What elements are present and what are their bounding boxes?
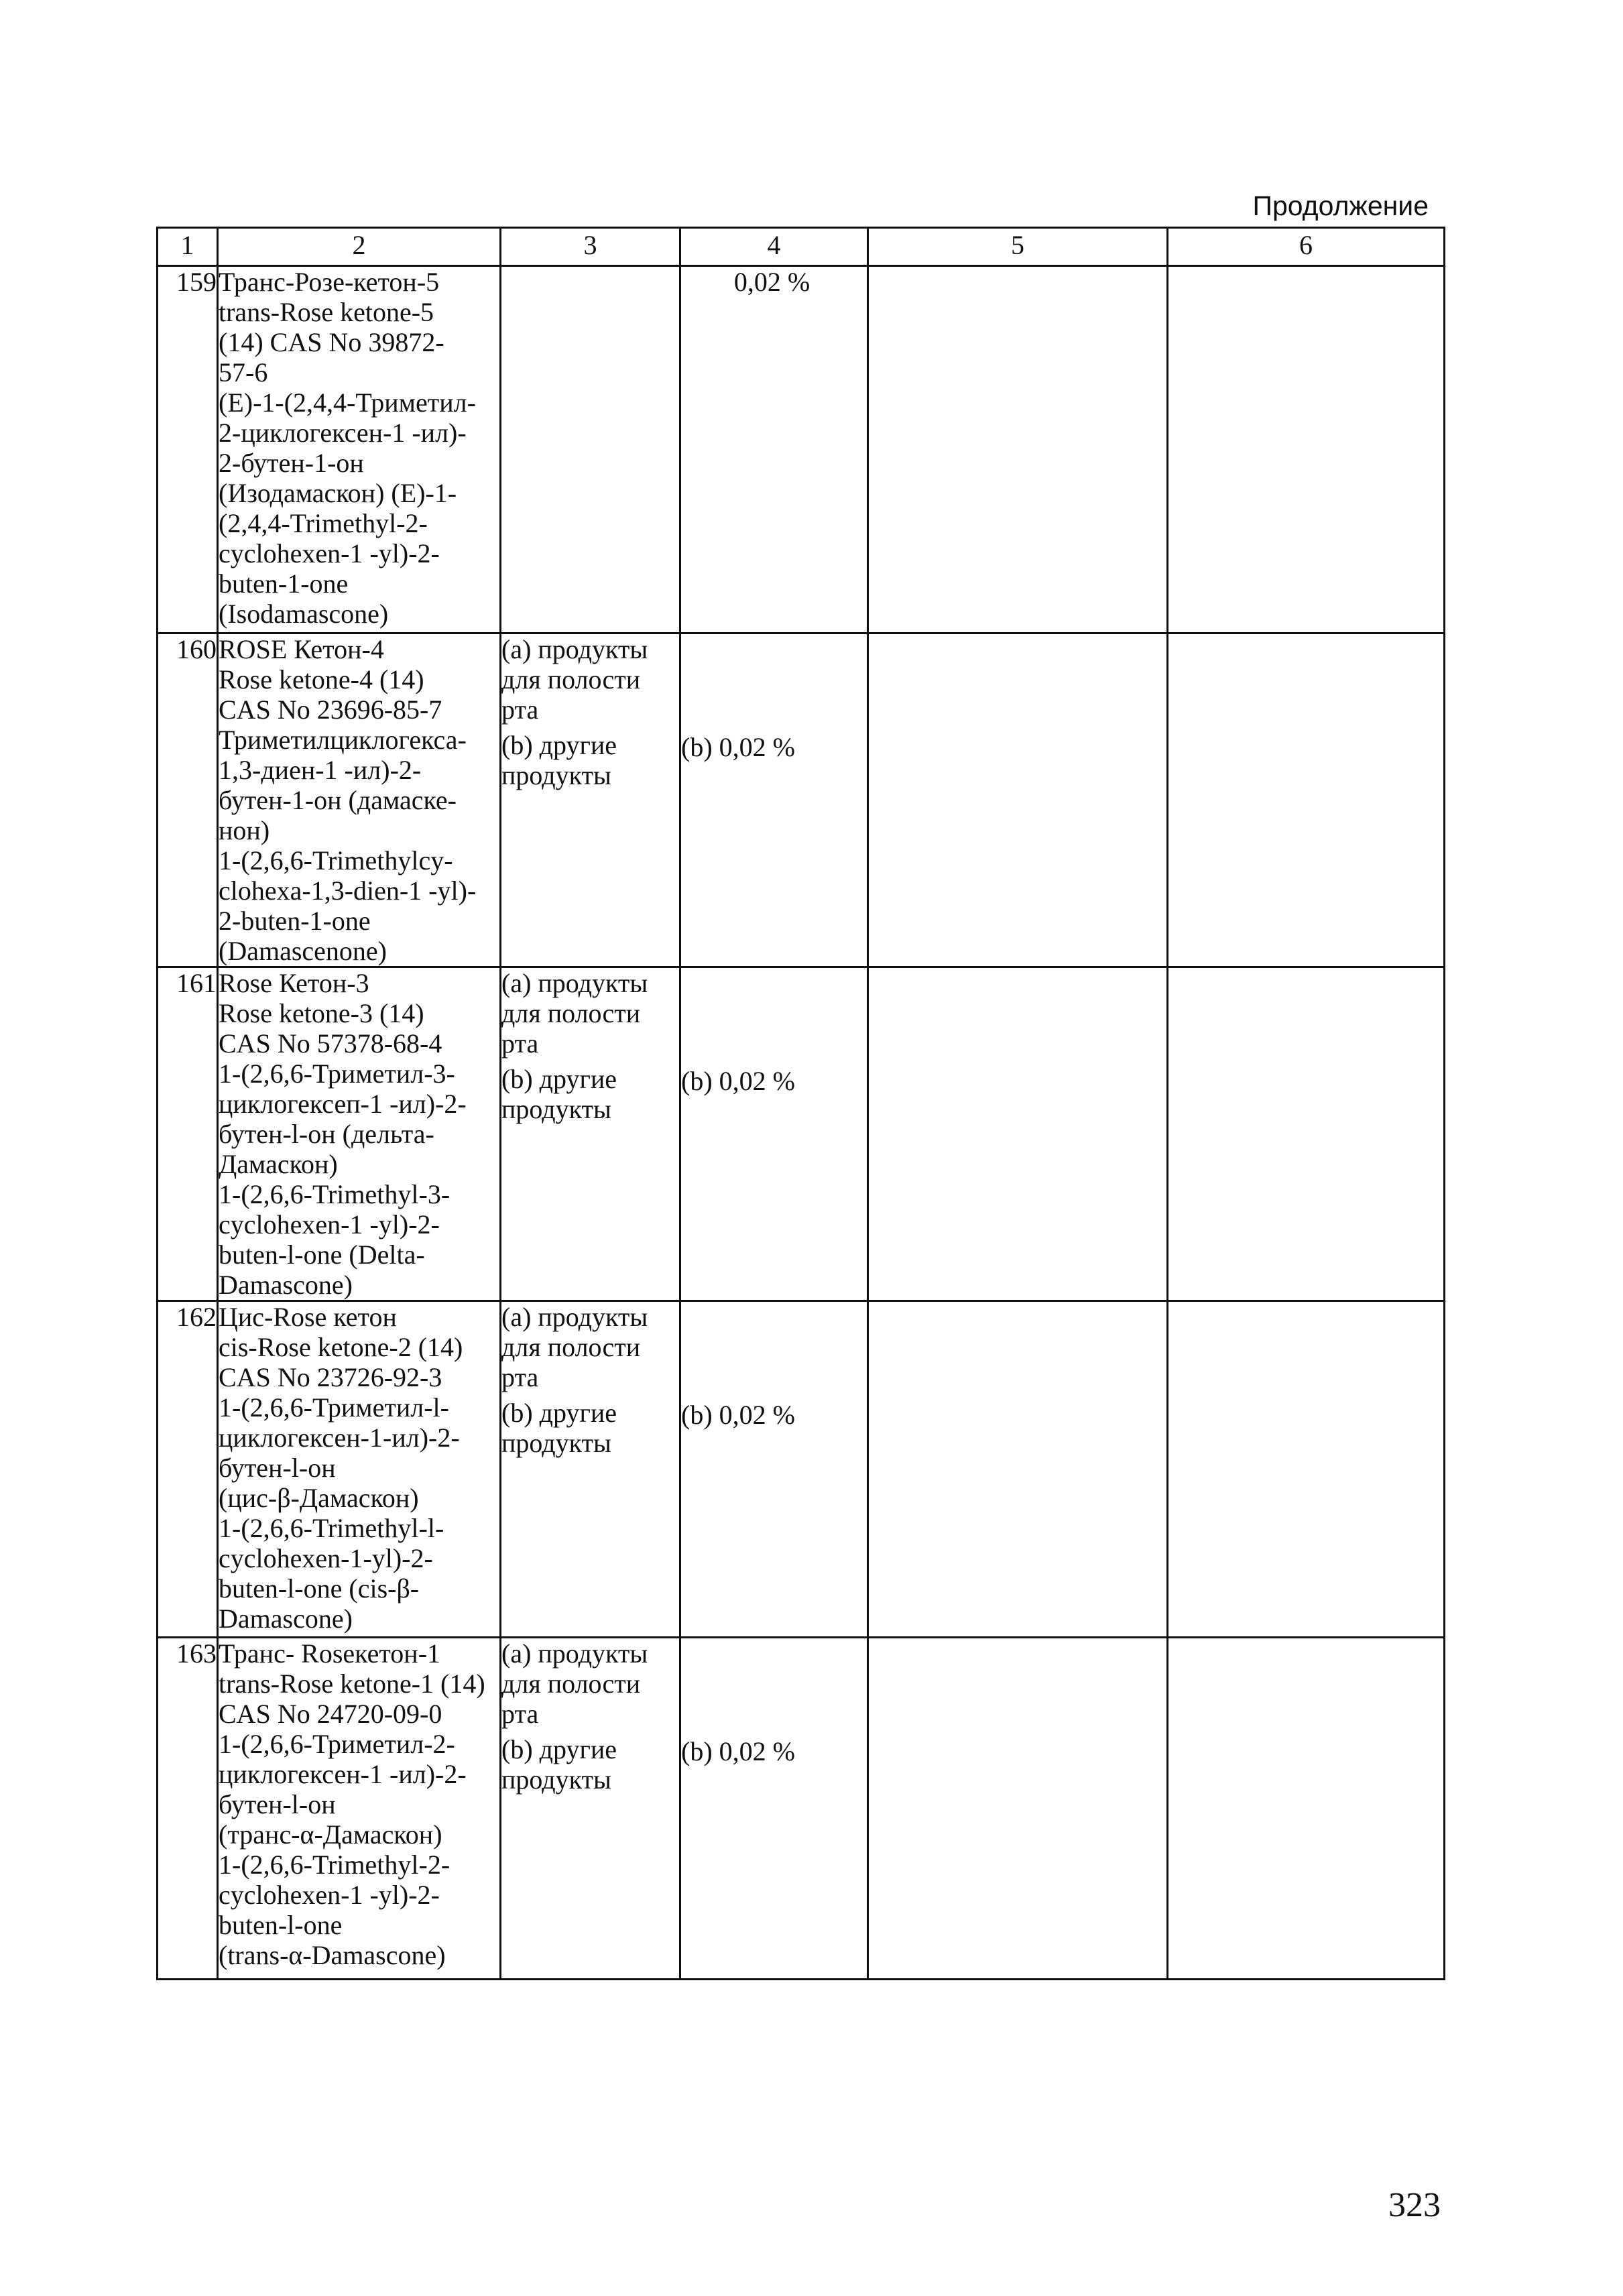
substance-name-line: clohexa-1,3-dien-1 -yl)- [219,875,477,906]
substance-name-line: бутен-l-он [219,1789,336,1819]
row-number: 160 [158,633,218,967]
column-5-cell [868,266,1168,633]
substance-name-line: бутен-l-он (дельта- [219,1119,434,1149]
substance-name-line: CAS No 24720-09-0 [219,1699,442,1729]
max-concentration-value: (b) 0,02 % [681,1066,795,1096]
max-concentration-value: (b) 0,02 % [681,732,795,762]
product-type-cell [501,266,680,633]
substance-name-cell [218,1301,501,1638]
product-type-a-line: (a) продукты [501,1638,648,1669]
column-6-cell [1168,633,1445,967]
max-concentration-cell [680,266,868,633]
column-5-cell [868,1301,1168,1638]
max-concentration-value: (b) 0,02 % [681,1400,795,1430]
substance-name-line: 1-(2,6,6-Триметил-3- [219,1059,455,1089]
column-header-1: 1 [158,228,218,266]
column-header-4: 4 [680,228,868,266]
substance-name-line: (2,4,4-Trimethyl-2- [219,508,428,538]
substance-name-cell [218,967,501,1301]
column-header-2: 2 [218,228,501,266]
column-6-cell [1168,1301,1445,1638]
substance-name-line: 57-6 [219,357,268,387]
substance-name-line: 1-(2,6,6-Trimethyl-2- [219,1850,450,1880]
substance-name-line: Rose Кетон-3 [219,968,369,998]
column-6-cell [1168,967,1445,1301]
continuation-label: Продолжение [1252,190,1429,221]
substance-name-line: Damascone) [219,1604,353,1634]
substance-name-line: циклогексен-1 -ил)-2- [219,1759,467,1789]
product-type-b-line: продукты [501,1764,611,1795]
spacer [681,1302,867,1400]
product-type-a-line: (a) продукты [501,1302,648,1332]
table-body [158,266,1445,1980]
spacer [681,1638,867,1736]
substance-name-line: Rose ketone-4 (14) [219,664,424,694]
substance-name-line: cis-Rose ketone-2 (14) [219,1332,463,1362]
product-type-b-line: продукты [501,760,611,790]
substance-name-line: buten-l-one (cis-β- [219,1573,420,1604]
substance-name-line: (14) CAS No 39872- [219,327,444,357]
product-type-cell [501,1301,680,1638]
substance-name-line: cyclohexen-1 -yl)-2- [219,538,440,568]
substance-name-line: Транс- Rosекетон-1 [219,1638,441,1669]
column-6-cell [1168,266,1445,633]
column-header-3: 3 [501,228,680,266]
product-type-b-line: продукты [501,1428,611,1458]
substance-name-line: buten-l-one (Delta- [219,1240,425,1270]
substance-name-cell [218,1638,501,1980]
substance-name-line: CAS No 23726-92-3 [219,1362,442,1392]
substance-name-line: Триметилциклогекса- [219,725,467,755]
table-row [158,266,1445,633]
column-header-5: 5 [868,228,1168,266]
spacer [681,968,867,1066]
substance-name-cell [218,633,501,967]
spacer [681,634,867,732]
substance-name-line: (trans-α-Damascone) [219,1940,446,1970]
substance-name-line: 1-(2,6,6-Trimethylcy- [219,845,453,875]
substance-name-line: 1-(2,6,6-Trimethyl-l- [219,1513,444,1543]
max-concentration-value: 0,02 % [733,267,810,297]
max-concentration-cell [680,633,868,967]
table-row [158,633,1445,967]
substance-name-line: cyclohexen-1 -yl)-2- [219,1209,440,1240]
substance-name-line: 2-бутен-1-он [219,448,364,478]
substance-name-line: cyclohexen-1-yl)-2- [219,1543,433,1573]
substance-name-line: CAS No 57378-68-4 [219,1028,442,1059]
substance-name-line: циклогексен-1-ил)-2- [219,1423,460,1453]
substance-table [156,227,1445,1980]
product-type-a-line: для полости [501,1669,641,1699]
substance-name-line: (Isodamascone) [219,599,389,629]
substance-name-line: 1-(2,6,6-Триметил-2- [219,1729,455,1759]
substance-name-line: (транс-α-Дамаскон) [219,1819,442,1850]
substance-name-line: (цис-β-Дамаскон) [219,1483,419,1513]
max-concentration-cell [680,1638,868,1980]
substance-name-line: 1-(2,6,6-Trimethyl-3- [219,1179,450,1209]
product-type-a-line: (a) продукты [501,968,648,998]
substance-name-line: buten-l-one [219,1910,343,1940]
product-type-a-line: рта [501,1362,539,1392]
product-type-a-line: для полости [501,1332,641,1362]
column-5-cell [868,1638,1168,1980]
column-5-cell [868,967,1168,1301]
substance-name-cell [218,266,501,633]
product-type-a-line: (a) продукты [501,634,648,664]
row-number: 159 [158,266,218,633]
product-type-cell [501,1638,680,1980]
product-type-cell [501,967,680,1301]
substance-name-line: бутен-1-он (дамаске- [219,785,457,815]
product-type-b-line: продукты [501,1094,611,1124]
substance-name-line: ROSE Кетон-4 [219,634,384,664]
substance-name-line: Цис-Rose кетон [219,1302,397,1332]
substance-name-line: cyclohexen-1 -yl)-2- [219,1880,440,1910]
substance-name-line: CAS No 23696-85-7 [219,694,442,725]
product-type-b-line: (b) другие [501,730,617,760]
page-number: 323 [1388,2186,1441,2224]
table-row [158,1301,1445,1638]
column-6-cell [1168,1638,1445,1980]
substance-name-line: buten-1-one [219,568,349,599]
substance-name-line: (Damascenone) [219,936,387,966]
substance-name-line: 1,3-диен-1 -ил)-2- [219,755,422,785]
substance-name-line: бутен-l-он [219,1453,336,1483]
spacer [501,725,679,730]
max-concentration-value: (b) 0,02 % [681,1736,795,1766]
column-header-6: 6 [1168,228,1445,266]
table-row [158,1638,1445,1980]
row-number: 163 [158,1638,218,1980]
row-number: 162 [158,1301,218,1638]
table-row [158,967,1445,1301]
substance-name-line: (Изодамаскон) (E)-1- [219,478,457,508]
max-concentration-cell [680,1301,868,1638]
substance-name-line: trans-Rose ketone-1 (14) [219,1669,485,1699]
table-header-row [158,228,1445,266]
substance-name-line: trans-Rose ketone-5 [219,297,434,327]
substance-name-line: (E)-1-(2,4,4-Триметил- [219,387,476,418]
spacer [501,1059,679,1064]
product-type-a-line: рта [501,694,539,725]
substance-name-line: Rose ketone-3 (14) [219,998,424,1028]
product-type-cell [501,633,680,967]
product-type-b-line: (b) другие [501,1398,617,1428]
product-type-a-line: для полости [501,664,641,694]
substance-name-line: Дамаскон) [219,1149,338,1179]
column-5-cell [868,633,1168,967]
product-type-a-line: рта [501,1699,539,1729]
row-number: 161 [158,967,218,1301]
product-type-b-line: (b) другие [501,1064,617,1094]
substance-name-line: Damascone) [219,1270,353,1300]
product-type-a-line: рта [501,1028,539,1059]
substance-name-line: нон) [219,815,270,845]
spacer [501,1729,679,1734]
product-type-b-line: (b) другие [501,1734,617,1764]
spacer [501,1392,679,1398]
substance-name-line: циклогексеп-1 -ил)-2- [219,1089,467,1119]
max-concentration-cell [680,967,868,1301]
substance-name-line: 2-buten-1-one [219,906,371,936]
product-type-a-line: для полости [501,998,641,1028]
substance-name-line: 1-(2,6,6-Триметил-l- [219,1392,449,1423]
substance-name-line: Транс-Розе-кетон-5 [219,267,440,297]
substance-name-line: 2-циклогексен-1 -ил)- [219,418,467,448]
